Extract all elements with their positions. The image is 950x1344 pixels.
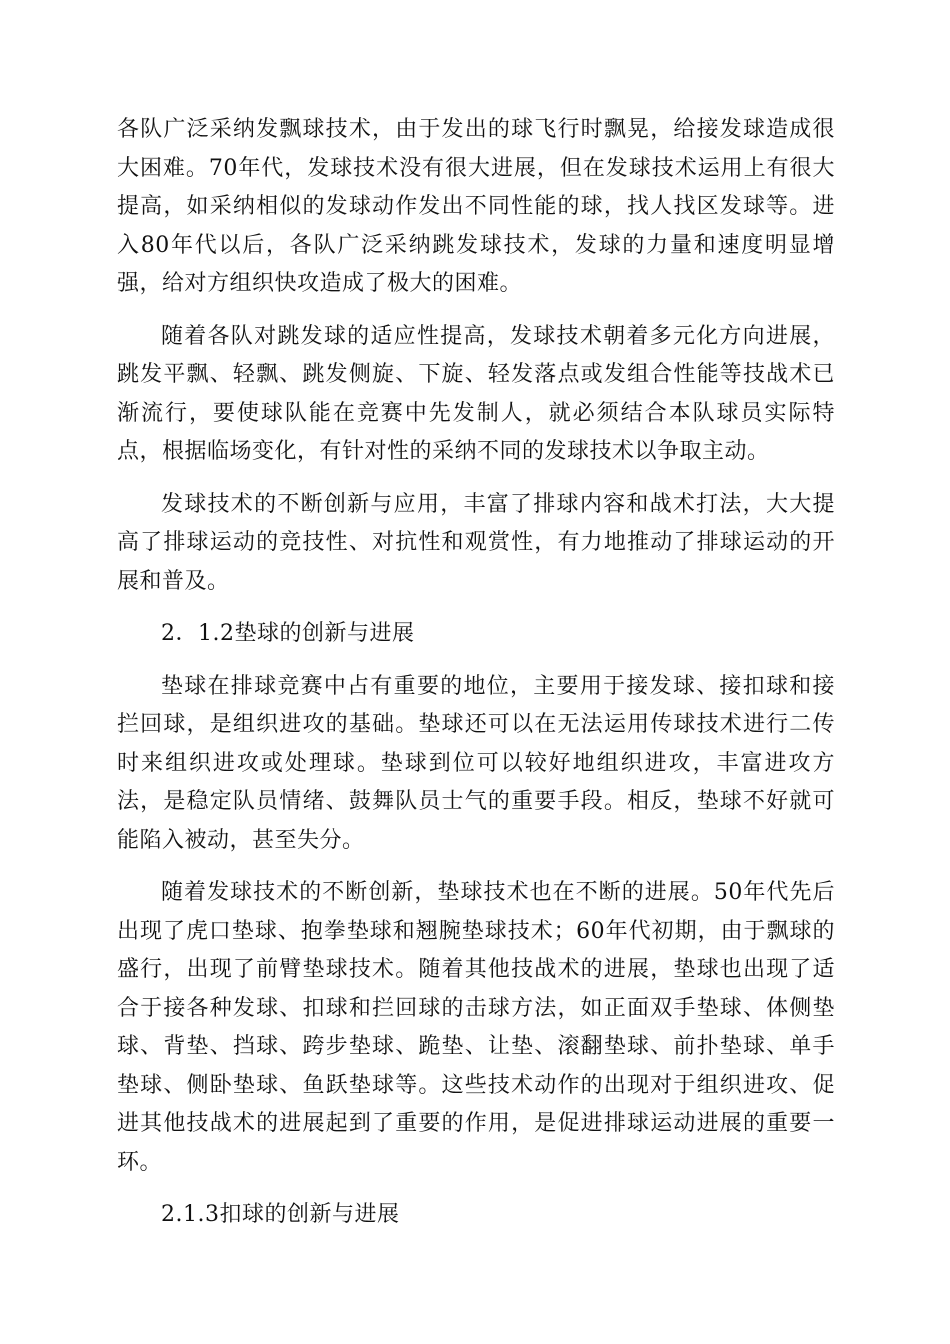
paragraph-serve-impact: 发球技术的不断创新与应用，丰富了排球内容和战术打法，大大提高了排球运动的竞技性、对抗性和观赏性，有力地推动了排球运动的开展和普及。 <box>117 491 835 594</box>
document-body <box>117 111 835 1249</box>
paragraph-serve-history: 各队广泛采纳发飘球技术，由于发出的球飞行时飘晃，给接发球造成很大困难。70年代，发球技术没有很大进展，但在发球技术运用上有很大提高，如采纳相似的发球动作发出不同性能的球，找人找区发球等。进入80年代以后，各队广泛采纳跳发球技术，发球的力量和速度明显增强，给对方组织快攻造成了极大的困难。 <box>117 117 835 296</box>
section-heading-spike: 2.1.3扣球的创新与进展 <box>161 1202 400 1227</box>
paragraph-dig-development: 随着发球技术的不断创新，垫球技术也在不断的进展。50年代先后出现了虎口垫球、抱拳垫球和翘腕垫球技术；60年代初期，由于飘球的盛行，出现了前臂垫球技术。随着其他技战术的进展，垫球也出现了适合于接各种发球、扣球和拦回球的击球方法，如正面双手垫球、体侧垫球、背垫、挡球、跨步垫球、跪垫、让垫、滚翻垫球、前扑垫球、单手垫球、侧卧垫球、鱼跃垫球等。这些技术动作的出现对于组织进攻、促进其他技战术的进展起到了重要的作用，是促进排球运动进展的重要一环。 <box>117 880 835 1175</box>
section-heading-dig: 2．1.2垫球的创新与进展 <box>161 621 415 646</box>
paragraph-dig-importance: 垫球在排球竞赛中占有重要的地位，主要用于接发球、接扣球和接拦回球，是组织进攻的基础。垫球还可以在无法运用传球技术进行二传时来组织进攻或处理球。垫球到位可以较好地组织进攻，丰富进攻方法，是稳定队员情绪、鼓舞队员士气的重要手段。相反，垫球不好就可能陷入被动，甚至失分。 <box>117 673 835 853</box>
paragraph-serve-diversification: 随着各队对跳发球的适应性提高，发球技术朝着多元化方向进展，跳发平飘、轻飘、跳发侧旋、下旋、轻发落点或发组合性能等技战术已渐流行，要使球队能在竞赛中先发制人，就必须结合本队球员实际特点，根据临场变化，有针对性的采纳不同的发球技术以争取主动。 <box>117 323 835 464</box>
